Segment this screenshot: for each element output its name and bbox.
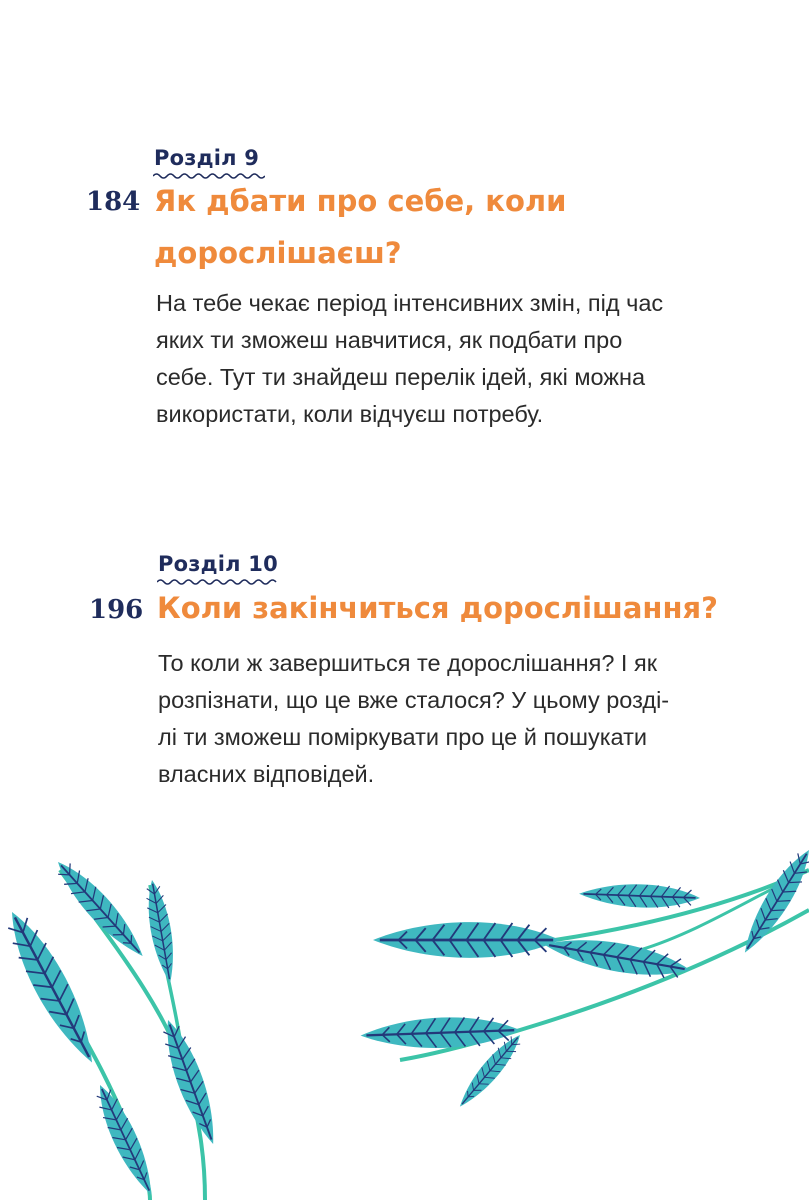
chapter-label: Розділ 9 [154,146,260,170]
chapter-title [154,175,754,279]
title-line: Як дбати про себе, коли [154,184,567,218]
page-number: 196 [89,595,144,625]
description-line: розпізнати, що це вже сталося? У цьому розді- [158,687,670,713]
description-line: То коли ж завершиться те дорослішання? І як [158,650,657,676]
description-line: використати, коли відчуєш потребу. [156,401,544,427]
description-line: лі ти зможеш поміркувати про це й пошукати [158,724,648,750]
chapter-description [158,645,758,793]
description-line: яких ти зможеш навчитися, як подбати про [156,327,623,353]
chapter-title [157,582,777,634]
chapter-label: Розділ 10 [158,552,278,576]
description-line: власних відповідей. [158,761,375,787]
page-number: 184 [86,187,141,217]
description-line: себе. Тут ти знайдеш перелік ідей, які можна [156,364,646,390]
title-line: Коли закінчиться дорослішання? [157,591,718,625]
description-line: На тебе чекає період інтенсивних змін, під час [156,290,664,316]
leaf-branches-illustration [0,830,809,1200]
title-line: дорослішаєш? [154,236,402,270]
chapter-description [156,285,756,433]
